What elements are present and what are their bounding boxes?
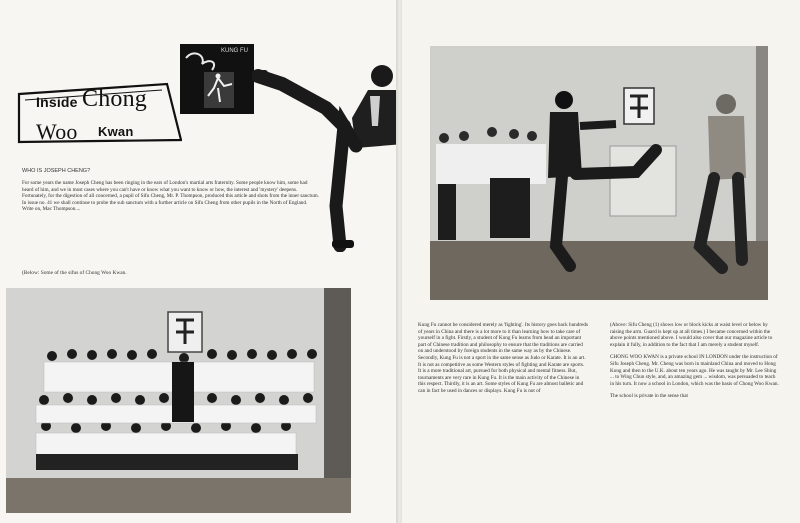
kung-fu-logo [180, 44, 254, 114]
article-paragraph: CHONG WOO KWAN is a private school IN LONDON under the instruction of Sifu Joseph Cheng. Mr. Cheng was born in mainland China and moved to Hong Kong and then to the U.K. about ten years ago. He was taught by Mr. Lee Shing ... to Wing Chun style, and, an amazing gem ... wisdom, was persuaded to teach in his turn. It now a school in London, which was the basis of Chong Woo Kwan. [610, 354, 779, 387]
article-paragraph: The school is private in the sense that [610, 393, 688, 400]
title-woo: Woo [36, 119, 78, 144]
dragon-emblem-icon [180, 44, 254, 114]
logo-text: KUNG FU [221, 48, 248, 54]
sparring-photo [430, 46, 768, 300]
group-photo-caption: (Below: Some of the sifus of Chong Woo Kwan. [22, 270, 127, 276]
intro-body: For some years the name Joseph Cheng has been ringing in the ears of London's martial arts fraternity. Some people know him, some had heard of him, and we in most cases where you can't have or know what you want to know or how, the interest and 'mystery' deepens. Fortunately, for the digestion of all concerned, a pupil of Sifu Cheng, Mr. P. Thompson, produced this article and shots from the inner sanctum. In issue no. 41 we shall continue to probe the sub sanctum with a further article on Sifu Cheng from other pupils in the North of England. Write on, Mac Thompson.... [22, 180, 319, 213]
right-page [402, 0, 800, 523]
article-column-middle [418, 322, 588, 401]
title-chong: Chong [82, 86, 148, 112]
title-kwan: Kwan [98, 124, 134, 139]
article-column-right [610, 322, 780, 406]
group-photo [6, 288, 351, 513]
title-inside: Inside [36, 94, 78, 110]
intro-heading: WHO IS JOSEPH CHENG? [22, 168, 91, 174]
article-paragraph: Kung Fu cannot be considered merely as 'fighting'. Its history goes back hundreds of years in China and there is a lot more to it than learning how to take care of yourself in a fight. Firstly, a student of Kung Fu learns from head an important part of Chinese tradition and philosophy to ensure that the traditions are carried on and understood by foreign students in the same way as by the Chinese. Secondly, Kung Fu is not a sport in the same sense as Judo or Karate. It is an art. It is not as competitive as some Western styles of fighting and Karate are sports. It is a more traditional art, pursued for both physical and mental fitness. But, tournaments are very rare in Kung Fu. It is the main activity of the Chinese in this respect. Thirdly, it is an art. Some styles of Kung Fu are almost balletic and can in fact be used in dances or displays. Kung Fu is not of [418, 322, 588, 394]
group-photo-image [6, 288, 351, 513]
article-paragraph: (Above: Sifu Cheng (1) shows low or block kicks at waist level or below by raising the arm. Guard is kept up at all times.) I became concerned within the above points mentioned above. I would also cover that our magazine article to explain it fully, in addition to the fact that I am merely a student myself. [610, 322, 773, 348]
kicking-figure-illustration [252, 56, 412, 252]
sparring-photo-image [430, 46, 768, 300]
left-page [0, 0, 398, 523]
